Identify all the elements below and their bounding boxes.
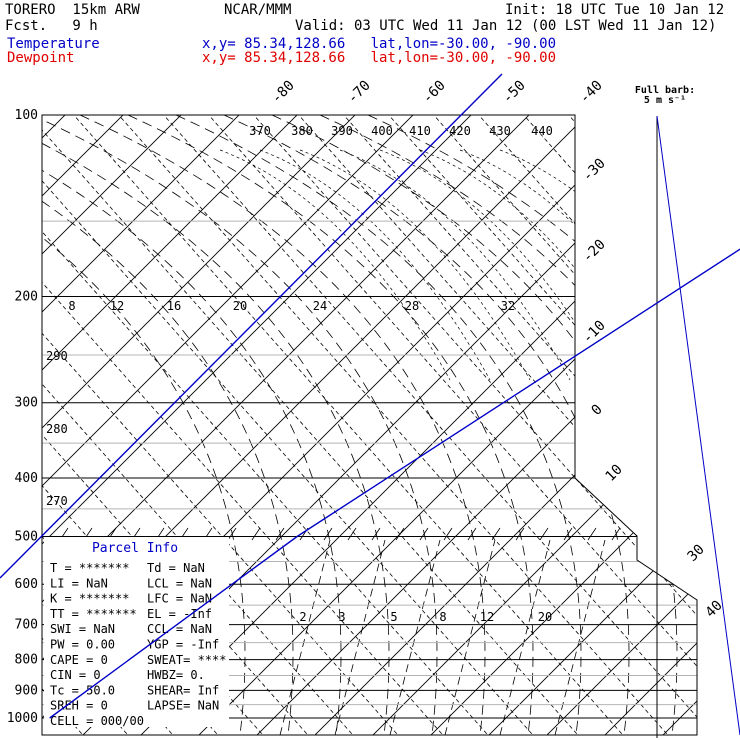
temperature-location: x,y= 85.34,128.66 lat,lon=-30.00, -90.00 bbox=[202, 36, 557, 52]
theta-e-label: 410 bbox=[409, 124, 431, 138]
moist-adiabat-label: 28 bbox=[404, 299, 420, 313]
dewpoint-location: x,y= 85.34,128.66 lat,lon=-30.00, -90.00 bbox=[202, 50, 557, 66]
dry-adiabat-line bbox=[385, 60, 740, 740]
pressure-label: 300 bbox=[14, 395, 38, 411]
isotherm-label: 0 bbox=[588, 401, 606, 419]
barb-tick bbox=[420, 528, 428, 540]
parcel-info-row-left: LI = NaN bbox=[50, 576, 108, 591]
pressure-label: 800 bbox=[14, 652, 38, 668]
pressure-label: 500 bbox=[14, 529, 38, 545]
pressure-label: 200 bbox=[14, 289, 38, 305]
moist-adiabat-label: 8 bbox=[68, 299, 76, 313]
moist-adiabat-line bbox=[272, 115, 677, 735]
isotherm-label: -40 bbox=[576, 77, 606, 107]
dry-adiabat-line bbox=[475, 60, 740, 740]
mixing-ratio-label: 12 bbox=[479, 610, 495, 624]
temperature-legend-label: Temperature bbox=[7, 36, 100, 52]
pressure-label: 600 bbox=[14, 577, 38, 593]
parcel-info-row-right: SWEAT= **** bbox=[147, 652, 227, 667]
isotherm-line bbox=[696, 60, 740, 740]
dry-adiabat-line bbox=[700, 60, 740, 740]
dry-adiabat-line bbox=[160, 60, 740, 740]
theta-e-label: 370 bbox=[249, 124, 271, 138]
isotherm-line bbox=[638, 60, 740, 740]
parcel-info-row-left: K = ******* bbox=[50, 591, 130, 606]
barb-tick bbox=[228, 528, 236, 540]
pressure-label: 900 bbox=[14, 683, 38, 699]
parcel-info-row-left: PW = 0.00 bbox=[50, 637, 116, 652]
parcel-info-row-left: Tc = 50.0 bbox=[50, 683, 116, 698]
barb-tick bbox=[252, 528, 260, 540]
theta-e-line bbox=[420, 150, 650, 380]
theta-e-label: 430 bbox=[489, 124, 511, 138]
parcel-info-row-right: LAPSE= NaN bbox=[147, 698, 220, 713]
isotherm-label: -50 bbox=[499, 77, 529, 107]
moist-adiabat-label: 20 bbox=[232, 299, 248, 313]
parcel-info-row-right: HWBZ= 0. bbox=[147, 668, 205, 683]
theta-e-label: 420 bbox=[449, 124, 471, 138]
isotherm-line bbox=[0, 60, 4, 740]
theta-e-line bbox=[500, 150, 730, 380]
parcel-info-row-left: SWI = NaN bbox=[50, 622, 116, 637]
pressure-label: 700 bbox=[14, 617, 38, 633]
parcel-info-row-right: Td = NaN bbox=[147, 561, 205, 575]
mixing-ratio-label: 8 bbox=[439, 610, 447, 624]
isotherm-line bbox=[580, 60, 740, 740]
init-time: Init: 18 UTC Tue 10 Jan 12 bbox=[505, 2, 725, 18]
isotherm-label: -60 bbox=[419, 77, 449, 107]
theta-e-label: 400 bbox=[371, 124, 393, 138]
isotherm-label: -20 bbox=[579, 236, 609, 266]
isotherm-label: 10 bbox=[602, 461, 626, 485]
mixing-ratio-label: 5 bbox=[390, 610, 398, 624]
isotherm-line bbox=[174, 60, 740, 740]
theta-e-label: 390 bbox=[331, 124, 353, 138]
theta-e-line bbox=[220, 150, 450, 380]
moist-adiabat-label: 16 bbox=[166, 299, 182, 313]
forecast-hour: Fcst. 9 h bbox=[5, 18, 98, 34]
mixing-ratio-line bbox=[500, 540, 553, 735]
dry-adiabat-label: 280 bbox=[46, 422, 68, 436]
parcel-info-row-right: CCL = NaN bbox=[147, 622, 213, 637]
mixing-ratio-line bbox=[280, 540, 330, 735]
moist-adiabat-label: 24 bbox=[312, 299, 328, 313]
isotherm-label: -70 bbox=[344, 77, 374, 107]
parcel-info-row-left: CAPE = 0 bbox=[50, 652, 108, 667]
isotherm-line bbox=[290, 60, 740, 740]
isotherm-line bbox=[406, 60, 740, 740]
isotherm-line bbox=[522, 60, 740, 740]
moist-adiabat-label: 32 bbox=[500, 299, 516, 313]
theta-e-label: 440 bbox=[531, 124, 553, 138]
parcel-info-row-left: T = ******* bbox=[50, 561, 130, 575]
mixing-ratio-label: 20 bbox=[537, 610, 553, 624]
isotherm-label: 30 bbox=[684, 541, 708, 565]
hodograph-line bbox=[657, 116, 740, 735]
isotherm-line bbox=[348, 60, 740, 740]
moist-adiabat-label: 12 bbox=[109, 299, 125, 313]
isotherm-label: -10 bbox=[579, 317, 609, 347]
parcel-info-row-right: LFC = NaN bbox=[147, 591, 213, 606]
theta-e-line bbox=[340, 150, 570, 380]
barb-legend-value: 5 m s⁻¹ bbox=[643, 95, 687, 106]
mixing-ratio-label: 2 bbox=[299, 610, 307, 624]
dry-adiabat-line bbox=[250, 60, 740, 740]
isotherm-label: -80 bbox=[268, 77, 298, 107]
parcel-info-row-right: SHEAR= Inf bbox=[147, 683, 220, 698]
barb-tick bbox=[588, 528, 596, 540]
barb-tick bbox=[396, 528, 404, 540]
isotherm-label: 40 bbox=[702, 597, 726, 621]
theta-e-label: 380 bbox=[291, 124, 313, 138]
barb-tick bbox=[492, 528, 500, 540]
barb-tick bbox=[324, 528, 332, 540]
dry-adiabat-line bbox=[610, 60, 740, 740]
parcel-info-row-right: YGP = -Inf bbox=[147, 637, 220, 652]
theta-e-line bbox=[260, 150, 490, 380]
barb-tick bbox=[564, 528, 572, 540]
pressure-label: 400 bbox=[14, 471, 38, 487]
dewpoint-legend-label: Dewpoint bbox=[7, 50, 75, 66]
parcel-info-row-left: SREH = 0 bbox=[50, 698, 108, 713]
moist-adiabat-line bbox=[368, 115, 740, 735]
pressure-label: 1000 bbox=[6, 711, 38, 726]
pressure-label: 100 bbox=[14, 108, 38, 123]
mixing-ratio-line bbox=[390, 540, 440, 735]
parcel-info-row-left: TT = ******* bbox=[50, 606, 137, 621]
parcel-info-row-left: CIN = 0 bbox=[50, 668, 101, 683]
parcel-info-row-right: EL = -Inf bbox=[147, 606, 213, 621]
mixing-ratio-label: 3 bbox=[338, 610, 346, 624]
parcel-info-row-right: LCL = NaN bbox=[147, 576, 213, 591]
model-title: TORERO 15km ARW bbox=[5, 2, 140, 18]
barb-tick bbox=[468, 528, 476, 540]
mixing-ratio-line bbox=[335, 540, 385, 735]
barb-tick bbox=[612, 528, 620, 540]
dry-adiabat-line bbox=[520, 60, 740, 740]
barb-tick bbox=[372, 528, 380, 540]
parcel-info-row-left: CELL = 000/00 bbox=[50, 714, 144, 728]
dry-adiabat-label: 290 bbox=[46, 349, 68, 363]
barb-legend-title: Full barb: bbox=[634, 85, 696, 96]
temperature-trace bbox=[0, 74, 502, 578]
dry-adiabat-label: 270 bbox=[46, 494, 68, 508]
parcel-info-title: Parcel Info bbox=[91, 541, 179, 556]
organization-label: NCAR/MMM bbox=[224, 2, 292, 18]
isotherm-label: -30 bbox=[579, 155, 609, 185]
dry-adiabat-line bbox=[205, 60, 740, 740]
valid-time: Valid: 03 UTC Wed 11 Jan 12 (00 LST Wed 11 Jan 12) bbox=[295, 18, 717, 34]
barb-tick bbox=[540, 528, 548, 540]
mixing-ratio-line bbox=[555, 540, 605, 735]
